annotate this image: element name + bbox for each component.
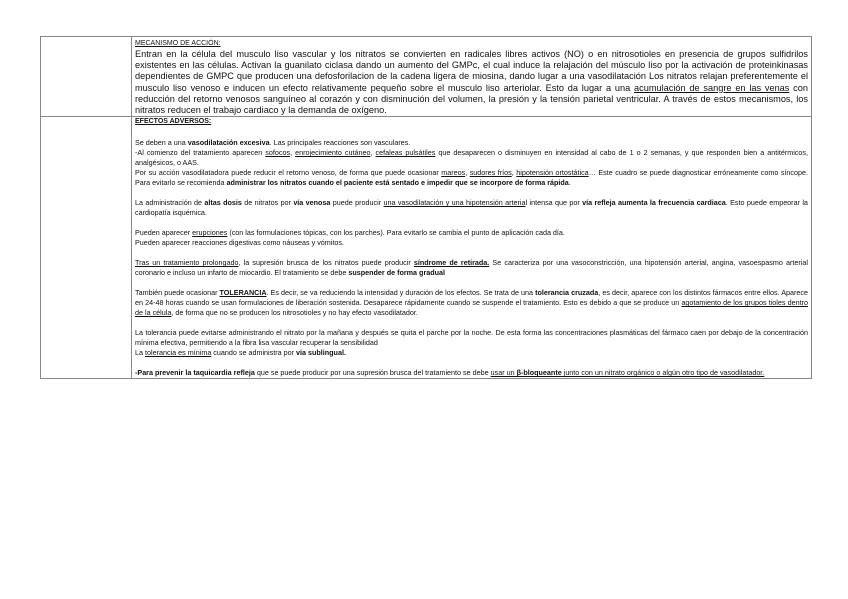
content-table bbox=[40, 36, 812, 379]
left-cell bbox=[41, 117, 132, 379]
mechanism-cell bbox=[132, 37, 812, 117]
table-row bbox=[41, 37, 812, 117]
paragraph-initial-effects: -Al comienzo del tratamiento aparecen sofocos, enrojecimiento cutáneo, cefaleas pulsátiles que desaparecen o disminuyen en intensidad al cabo de 1 o 2 semanas, y que responden bien a antitérmicos, analgésicos, o AAS. bbox=[135, 148, 808, 168]
left-cell bbox=[41, 37, 132, 117]
adverse-effects-heading: EFECTOS ADVERSOS: bbox=[135, 118, 212, 126]
paragraph-high-doses: La administración de altas dosis de nitratos por vía venosa puede producir una vasodilatación y una hipotensión arterial intensa que por vía refleja aumenta la frecuencia cardiaca. Esto puede empeorar la cardiopatía isquémica. bbox=[135, 198, 808, 218]
adverse-effects-cell bbox=[132, 117, 812, 379]
paragraph-digestive: Pueden aparecer reacciones digestivas como náuseas y vómitos. bbox=[135, 238, 344, 248]
paragraph-eruptions: Pueden aparecer erupciones (con las formulaciones tópicas, con los parches). Para evitarlo se cambia el punto de aplicación cada día. bbox=[135, 228, 565, 238]
paragraph-reflex-tachycardia: -Para prevenir la taquicardia refleja que se puede producir por una supresión brusca del tratamiento se debe usar un β-bloqueante junto con un nitrato orgánico o algún otro tipo de vasodilatador. bbox=[135, 368, 765, 378]
paragraph-tolerance: También puede ocasionar TOLERANCIA. Es decir, se va reduciendo la intensidad y duración de los efectos. Se trata de una tolerancia cruzada, es decir, aparece con los distintos fármacos entre ellos. Aparece en 24-48 horas cuando se usan formulaciones de liberación sostenida. Desaparece rápidamente cuando se suspende el tratamiento. Esto es debido a que se produce un agotamiento de los grupos tioles dentro de la célula, de forma que no se producen los nitrosotioles y no hay efecto vasodilatador. bbox=[135, 288, 808, 318]
paragraph-avoid-tolerance: La tolerancia puede evitarse administrando el nitrato por la mañana y después se quita el parche por la noche. De esta forma las concentraciones plasmáticas del fármaco caen por debajo de la concentración mínima efectiva, permitiendo a la fibra lisa vascular recuperar la sensibilidad bbox=[135, 328, 808, 348]
mechanism-paragraph: Entran en la célula del musculo liso vascular y los nitratos se convierten en radicales libres activos (NO) o en nitrosotioles en presencia de grupos sulfidrilos existentes en las células. Activan la guanilato ciclasa dando un aumento del GMPc, el cual induce la relajación del músculo liso por la activación de proteinkinasas dependientes de GMPC que producen una defosforilacion de la cadena ligera de miosina, dando lugar a una vasodilatación Los nitratos relajan preferentemente el musculo liso venoso e inducen un efecto relativamente pequeño sobre el musculo liso arteriolar. Esto da lugar a una acumulación de sangre en las venas con reducción del retorno venosos sanguíneo al corazón y con disminución del volumen, la presión y la tensión parietal ventricular. A través de estos mecanismos, los nitratos reducen el trabajo cardiaco y la demanda de oxígeno. bbox=[135, 49, 808, 116]
table-row bbox=[41, 117, 812, 379]
paragraph-withdrawal: Tras un tratamiento prolongado, la supresión brusca de los nitratos puede producir síndrome de retirada. Se caracteriza por una vasoconstricción, una hipotensión arterial, angina, vasoespasmo arterial coronario e incluso un infarto de miocardio. El tratamiento se debe suspender de forma gradual bbox=[135, 258, 808, 278]
paragraph-vasodilation: Se deben a una vasodilatación excesiva. Las principales reacciones son vasculares. bbox=[135, 138, 411, 148]
mechanism-heading: MECANISMO DE ACCIÓN: bbox=[135, 40, 221, 47]
paragraph-venous-return: Por su acción vasodilatadora puede reducir el retorno venoso, de forma que puede ocasionar mareos, sudores fríos, hipotensión ortostática… Este cuadro se puede diagnosticar erróneamente como síncope. Para evitarlo se recomienda administrar los nitratos cuando el paciente está sentado e impedir que se incorpore de forma rápida. bbox=[135, 168, 808, 188]
paragraph-sublingual: La tolerancia es mínima cuando se administra por vía sublingual. bbox=[135, 348, 346, 358]
